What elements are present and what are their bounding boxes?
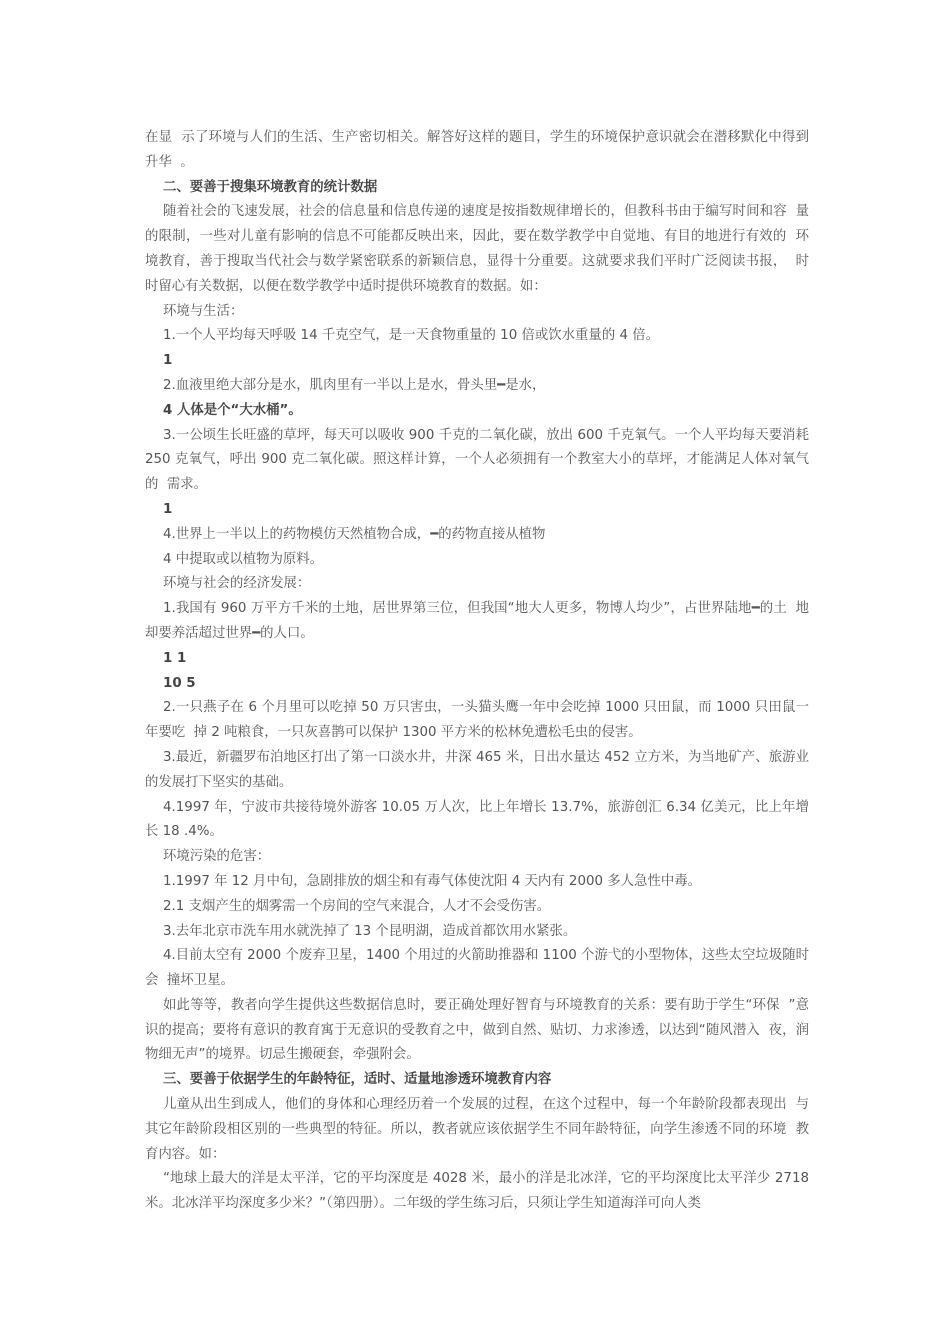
list-item: 1.1997 年 12 月中旬，急剧排放的烟尘和有毒气体使沈阳 4 天内有 2000 多人急性中毒。 <box>163 873 702 889</box>
fraction-numerator: 1 <box>163 501 173 517</box>
subheading: 环境污染的危害： <box>163 849 271 865</box>
subheading: 环境与生活： <box>163 303 244 319</box>
fraction-numerators: 1 1 <box>163 650 187 666</box>
list-item: 2.一只燕子在 6 个月里可以吃掉 50 万只害虫，一头猫头鹰一年中会吃掉 1000 只田鼠，而 1000 只田鼠一年要吃 掉 2 吨粮食，一只灰喜鹊可以保护 1300 平方米的松林免遭松毛虫的侵害。 <box>145 700 809 741</box>
paragraph: 如此等等，教者向学生提供这些数据信息时，要正确处理好智育与环境教育的关系：要有助于学生“环保 ”意识的提高；要将有意识的教育寓于无意识的受教育之中，做到自然、贴切、力求渗透，以达到“随风潜入 夜，润物细无声”的境界。切忌生搬硬套，牵强附会。 <box>145 997 809 1063</box>
fraction-denominator: 4 人体是个“大水桶”。 <box>163 402 302 418</box>
section-heading: 三、要善于依据学生的年龄特征，适时、适量地渗透环境教育内容 <box>163 1072 552 1088</box>
document-body <box>145 126 818 1217</box>
paragraph: 儿童从出生到成人，他们的身体和心理经历着一个发展的过程，在这个过程中，每一个年龄阶段都表现出 与其它年龄阶段相区别的一些典型的特征。所以，教者就应该依据学生不同年龄特征，向学生渗透不同的环境 教育内容。如： <box>145 1097 809 1162</box>
paragraph: 随着社会的飞速发展，社会的信息量和信息传递的速度是按指数规律增长的，但教科书由于编写时间和容 量的限制，一些对儿童有影响的信息不可能都反映出来，因此，要在数学教学中自觉地、有目的地进行有效的 环境教育，善于搜取当代社会与数学紧密联系的新颖信息，显得十分重要。这就要求我们平时广泛阅读书报， 时时留心有关数据，以便在数学教学中适时提供环境教育的数据。如： <box>145 204 809 294</box>
list-item: 4.目前太空有 2000 个废弃卫星，1400 个用过的火箭助推器和 1100 个游弋的小型物体，这些太空垃圾随时会 撞坏卫星。 <box>145 948 809 989</box>
paragraph: 在显 示了环境与人们的生活、生产密切相关。解答好这样的题目，学生的环境保护意识就会在潜移默化中得到升华 。 <box>145 130 809 170</box>
section-heading: 二、要善于搜集环境教育的统计数据 <box>163 179 378 195</box>
subheading: 环境与社会的经济发展： <box>163 576 311 592</box>
list-item: 1.我国有 960 万平方千米的土地，居世界第三位，但我国“地大人更多，物博人均少”，占世界陆地━的土 地却要养活超过世界━的人口。 <box>145 601 809 641</box>
list-item: 3.一公顷生长旺盛的草坪，每天可以吸收 900 千克的二氧化碳，放出 600 千克氧气。一个人平均每天要消耗 250 克氧气，呼出 900 克二氧化碳。照这样计算，一个人必须拥有一个教室大小的草坪，才能满足人体对氧气的 需求。 <box>145 427 818 493</box>
fraction-denominators: 10 5 <box>163 675 196 691</box>
list-item: 4.1997 年，宁波市共接待境外游客 10.05 万人次，比上年增长 13.7%，旅游创汇 6.34 亿美元，比上年增长 18 .4%。 <box>145 799 809 840</box>
list-item: 4.世界上一半以上的药物模仿天然植物合成，━的药物直接从植物 <box>163 526 546 542</box>
list-item: 3.最近，新疆罗布泊地区打出了第一口淡水井，井深 465 米，日出水量达 452 立方米，为当地矿产、旅游业 的发展打下坚实的基础。 <box>145 749 818 790</box>
list-item: 1.一个人平均每天呼吸 14 千克空气，是一天食物重量的 10 倍或饮水重量的 4 倍。 <box>163 328 660 344</box>
paragraph: “地球上最大的洋是太平洋，它的平均深度是 4028 米，最小的洋是北冰洋，它的平均深度比太平洋少 2718 米。北冰洋平均深度多少米？”（第四册）。二年级的学生练习后，只须让学生知道海洋可向人类 <box>145 1171 814 1212</box>
fraction-numerator: 1 <box>163 353 173 369</box>
list-item-continuation: 4 中提取或以植物为原料。 <box>163 551 324 567</box>
list-item: 2.1 支烟产生的烟雾需一个房间的空气来混合，人才不会受伤害。 <box>163 898 551 914</box>
list-item: 2.血液里绝大部分是水，肌肉里有一半以上是水，骨头里━是水， <box>163 377 546 393</box>
list-item: 3.去年北京市洗车用水就洗掉了 13 个昆明湖，造成首都饮用水紧张。 <box>163 923 577 939</box>
